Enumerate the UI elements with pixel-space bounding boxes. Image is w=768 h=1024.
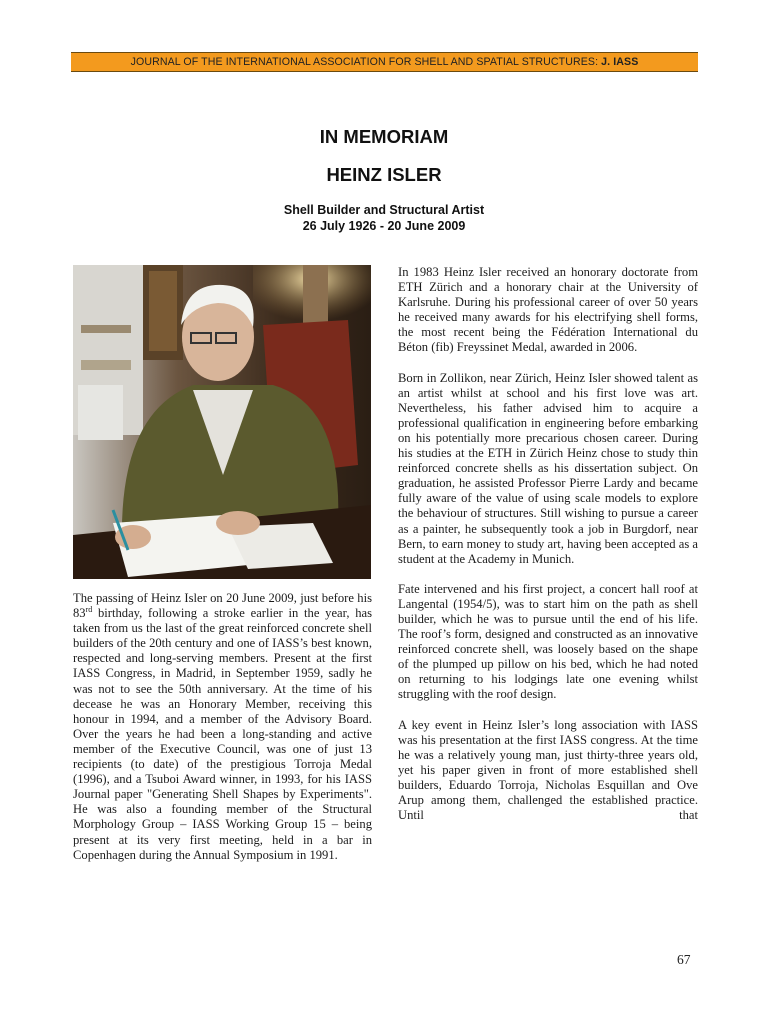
portrait-illustration bbox=[73, 265, 371, 579]
journal-header-band bbox=[71, 52, 698, 72]
paragraph-passing: The passing of Heinz Isler on 20 June 2009, just before his 83rd birthday, following a stroke earlier in the year, has taken from us the last of the great reinforced concrete shell builders of the 20th century and one of IASS’s best known, respected and long-serving members. Present at the first IASS Congress, in Madrid, in September 1959, sadly he was not to see the 50th anniversary. At the time of his decease he was an Honorary Member, receiving this honour in 1994, and a member of the Advisory Board. Over the years he had been a long-standing and active member of the Executive Council, was one of just 13 recipients (to date) of the prestigious Torroja Medal (1996), and a Tsuboi Award winner, in 1993, for his IASS Journal paper "Generating Shell Shapes by Experiments". He was also a founding member of the Structural Morphology Group – IASS Working Group 15 – being present at its very first meeting, held in a bar in Copenhagen during the Annual Symposium in 1991. bbox=[73, 591, 372, 862]
journal-title: JOURNAL OF THE INTERNATIONAL ASSOCIATION FOR SHELL AND SPATIAL STRUCTURES: bbox=[130, 56, 602, 68]
heading-in-memoriam: IN MEMORIAM bbox=[319, 126, 449, 147]
heading-name: HEINZ ISLER bbox=[326, 164, 442, 185]
paragraph-early-life: Born in Zollikon, near Zürich, Heinz Isler showed talent as an artist whilst at school and his first love was art. Nevertheless, his father advised him to acquire a professional qualification in engineering before embarking on his potentially more precarious chosen career. During his studies at the ETH in Zürich Heinz chose to study thin reinforced concrete shells as his dissertation subject. On graduation, he assisted Professor Pierre Lardy and became fully aware of the value of using scale models to explore the behaviour of structures. Still wishing to pursue a career as a painter, he subsequently took a job in Burgdorf, near Bern, to earn money to study art, having been accepted as a student at the Academy in Munich. bbox=[398, 370, 698, 566]
subtitle-role: Shell Builder and Structural Artist bbox=[283, 203, 485, 217]
paragraph-doctorate: In 1983 Heinz Isler received an honorary doctorate from ETH Zürich and a honorary chair at the University of Karlsruhe. During his professional career of over 50 years he received many awards for his electrifying shell forms, the most recent being the Fédération International du Béton (fib) Freyssinet Medal, awarded in 2006. bbox=[398, 265, 698, 355]
subtitle-dates: 26 July 1926 - 20 June 2009 bbox=[302, 219, 466, 233]
journal-abbreviation: J. IASS bbox=[601, 56, 639, 68]
portrait-photo bbox=[73, 265, 371, 579]
paragraph-iass-association: A key event in Heinz Isler’s long association with IASS was his presentation at the first IASS congress. At the time he was a relatively young man, just thirty-three years old, yet his paper given in front of more established shell builders, Eduardo Torroja, Nicholas Esquillan and Ove Arup among them, challenged the established practice. Until that bbox=[398, 717, 698, 823]
left-column-text bbox=[73, 591, 372, 878]
paragraph-first-project: Fate intervened and his first project, a concert hall roof at Langental (1954/5), was to start him on the path as shell builder, which he was to pursue until the end of his life. The roof’s form, designed and constructed as an innovative reinforced concrete shell, was loosely based on the shape of the plumped up pillow on his bed, which he had noted on returning to his lodgings late one evening whilst struggling with the roof design. bbox=[398, 581, 698, 702]
right-column-text bbox=[398, 265, 698, 838]
page-number: 67 bbox=[677, 952, 691, 967]
